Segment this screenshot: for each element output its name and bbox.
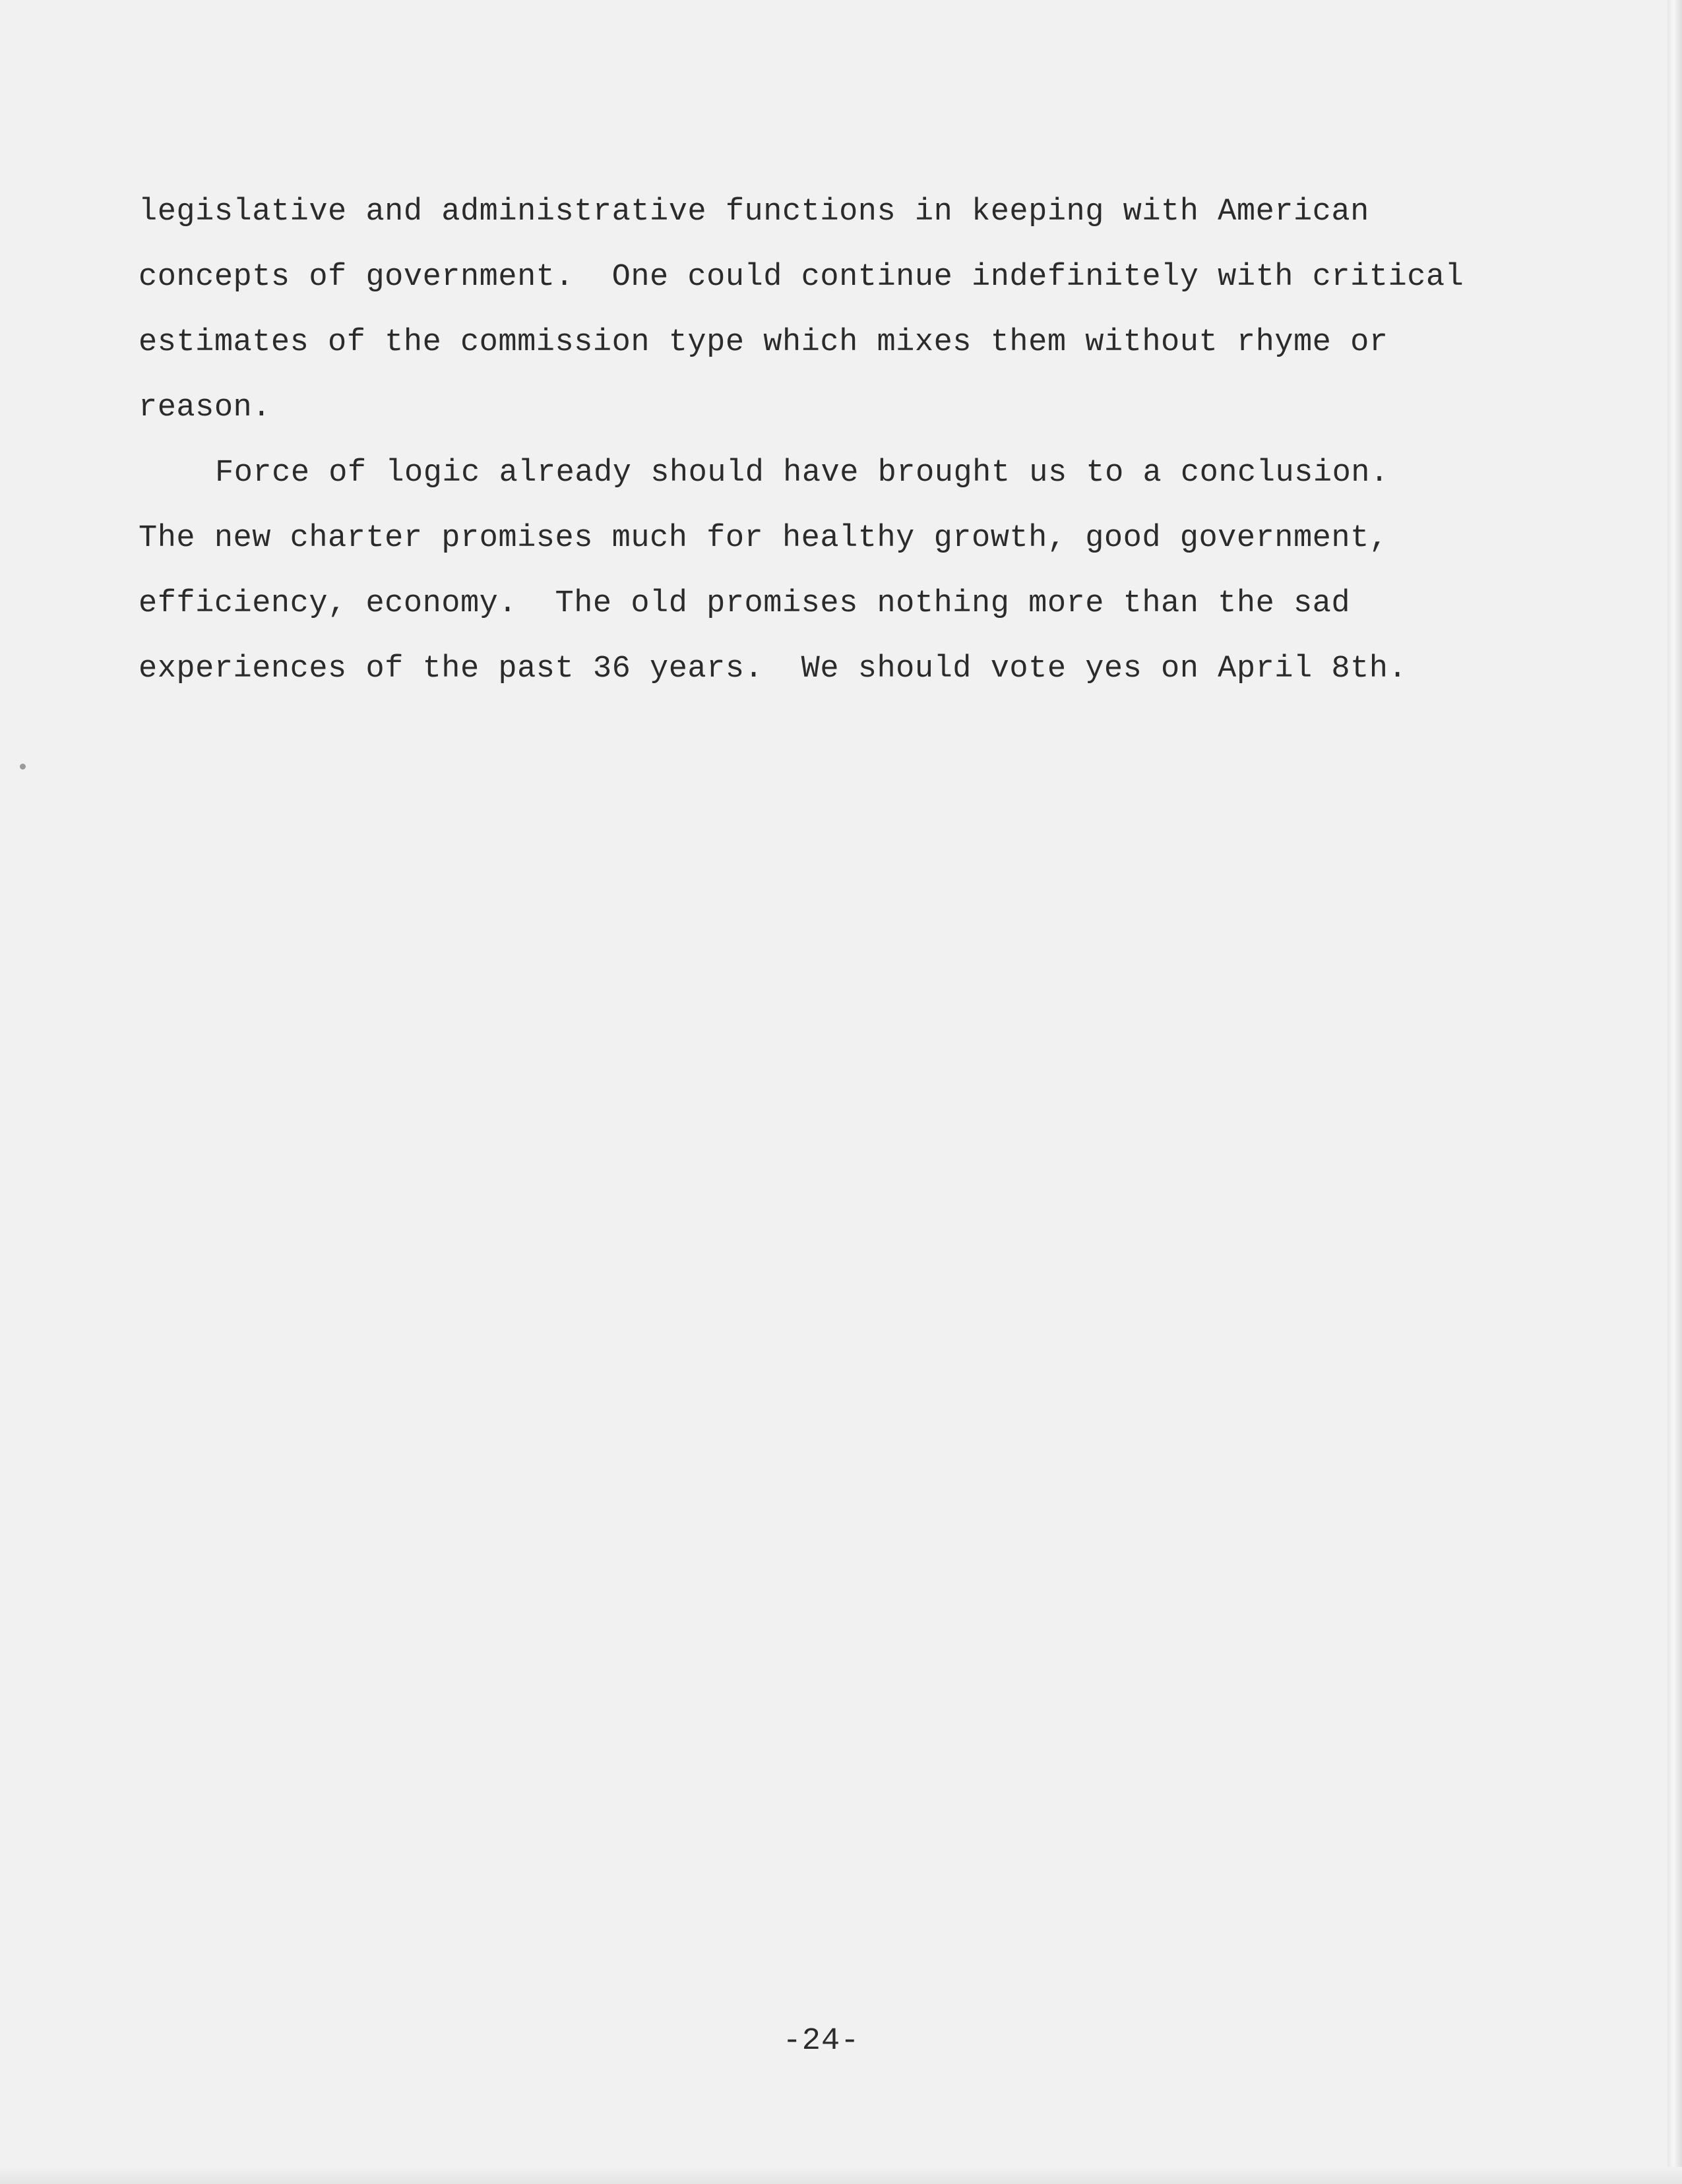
text-line: reason. xyxy=(139,390,271,425)
text-line: legislative and administrative functions in keeping with American xyxy=(139,195,1369,229)
text-line: efficiency, economy. The old promises nothing more than the sad xyxy=(139,586,1351,621)
page-number: -24- xyxy=(782,2024,860,2059)
text-line: estimates of the commission type which mixes them without rhyme or xyxy=(139,325,1388,360)
document-body xyxy=(139,179,1590,702)
text-line: The new charter promises much for healthy growth, good government, xyxy=(139,521,1388,556)
text-line: concepts of government. One could continue indefinitely with critical xyxy=(139,260,1464,295)
paragraph-start-line: Force of logic already should have brought us to a conclusion. xyxy=(215,456,1389,491)
page-right-edge xyxy=(1667,0,1682,2184)
text-line: experiences of the past 36 years. We should vote yes on April 8th. xyxy=(139,652,1408,686)
paper-speck xyxy=(20,764,26,770)
page-bottom-edge xyxy=(0,2167,1682,2184)
